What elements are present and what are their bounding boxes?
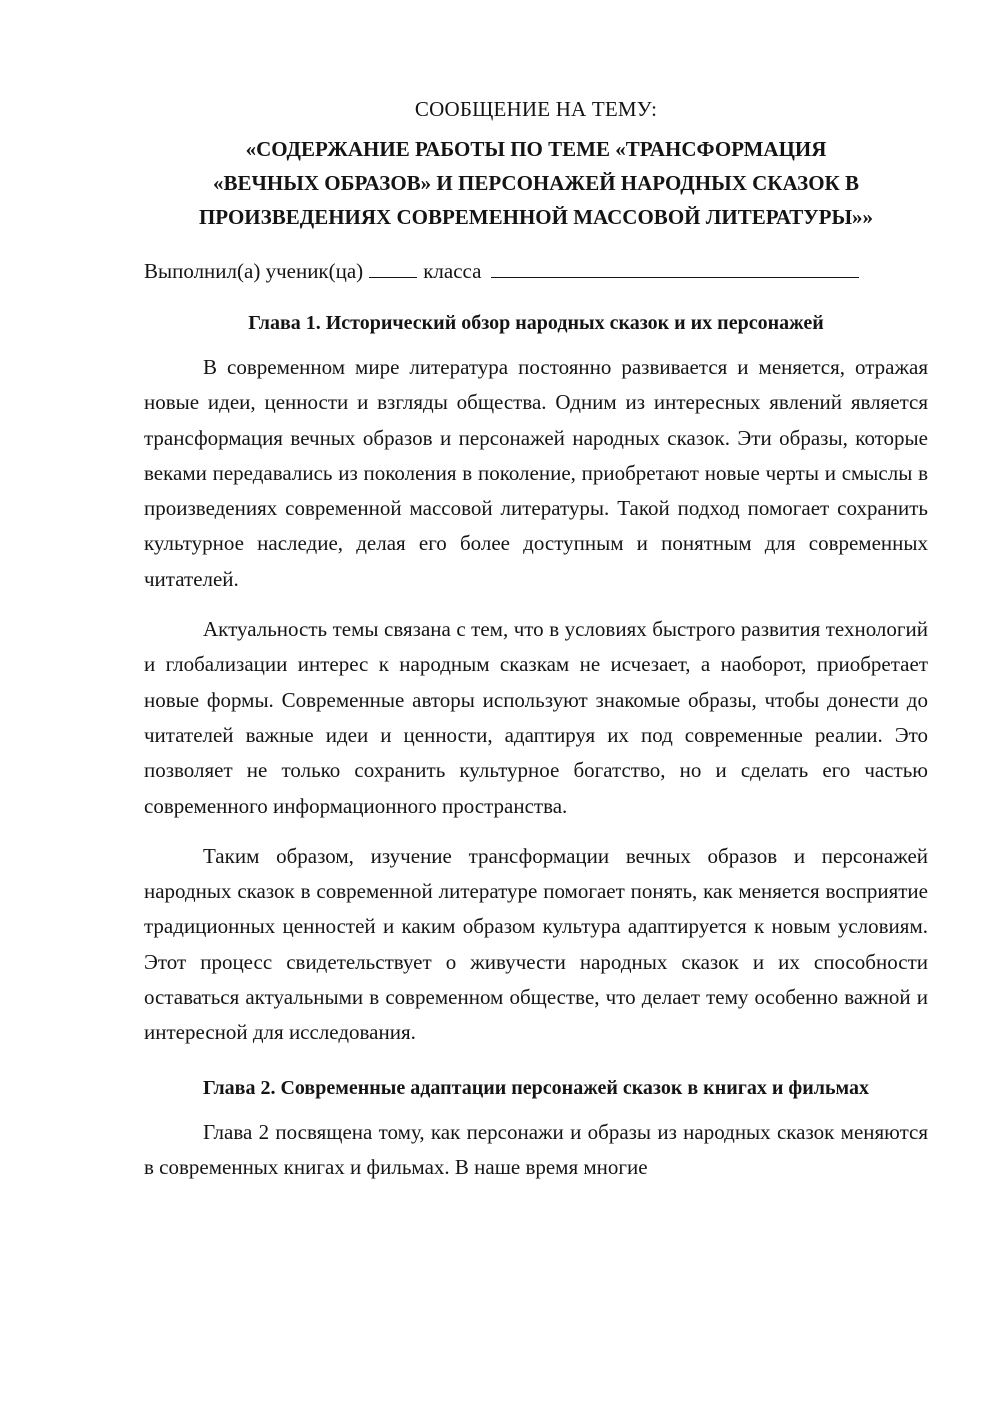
chapter-2-heading: Глава 2. Современные адаптации персонажей сказок в книгах и фильмах: [202, 1076, 869, 1099]
paragraph: Актуальность темы связана с тем, что в условиях быстрого развития технологий и глобализации интерес к народным сказкам не исчезает, а наоборот, приобретает новые формы. Современные авторы используют знакомые образы, чтобы донести до читателей важные идеи и ценности, адаптируя их под современные реалии. Это позволяет не только сохранить культурное богатство, но и сделать его частью современного информационного пространства.: [144, 617, 928, 818]
class-label: класса: [423, 259, 482, 283]
paragraph: Глава 2 посвящена тому, как персонажи и образы из народных сказок меняются в современных книгах и фильмах. В наше время многие: [144, 1119, 928, 1179]
paragraph: В современном мире литература постоянно развивается и меняется, отражая новые идеи, ценности и взгляды общества. Одним из интересных явлений является трансформация вечных образов и персонажей народных сказок. Эти образы, которые веками передавались из поколения в поколение, приобретают новые черты и смыслы в произведениях современной массовой литературы. Такой подход помогает сохранить культурное наследие, делая его более доступным и понятным для современных читателей.: [144, 355, 928, 591]
title-line: «ВЕЧНЫХ ОБРАЗОВ» И ПЕРСОНАЖЕЙ НАРОДНЫХ СКАЗОК В: [212, 171, 860, 195]
author-prefix: Выполнил(а) ученик(ца): [144, 259, 364, 283]
document-title: [144, 132, 928, 234]
author-line: [144, 256, 928, 286]
name-blank: [491, 257, 859, 278]
title-line: «СОДЕРЖАНИЕ РАБОТЫ ПО ТЕМЕ «ТРАНСФОРМАЦИЯ: [245, 137, 827, 161]
chapter-1-heading: Глава 1. Исторический обзор народных сказок и их персонажей: [248, 312, 824, 334]
class-blank: [369, 257, 417, 278]
title-line: ПРОИЗВЕДЕНИЯХ СОВРЕМЕННОЙ МАССОВОЙ ЛИТЕРАТУРЫ»»: [198, 205, 874, 229]
document-label: СООБЩЕНИЕ НА ТЕМУ:: [414, 97, 658, 121]
paragraph: Таким образом, изучение трансформации вечных образов и персонажей народных сказок в современной литературе помогает понять, как меняется восприятие традиционных ценностей и каким образом культура адаптируется к новым условиям. Этот процесс свидетельствует о живучести народных сказок и их способности оставаться актуальными в современном обществе, что делает тему особенно важной и интересной для исследования.: [144, 843, 928, 1045]
document-body: [144, 94, 928, 1200]
